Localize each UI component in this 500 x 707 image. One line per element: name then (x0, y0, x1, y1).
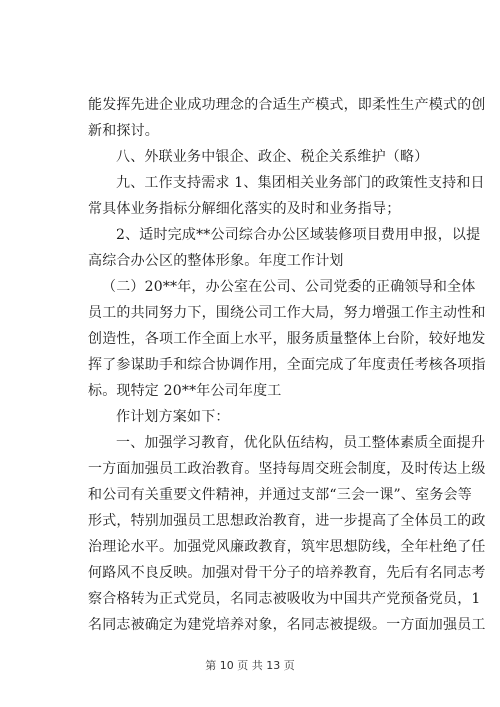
body-line: 高综合办公区的整体形象。年度工作计划 (88, 253, 344, 269)
body-line: 2、适时完成**公司综合办公区域装修项目费用申报，以提 (116, 227, 481, 243)
body-line: 名同志被确定为建党培养对象，名同志被提级。一方面加强员工 (88, 617, 486, 633)
body-line: 形式，特别加强员工思想政治教育，进一步提高了全体员工的政 (88, 513, 486, 529)
body-line: 治理论水平。加强党风廉政教育，筑牢思想防线，全年杜绝了任 (88, 539, 486, 555)
body-line: 能发挥先进企业成功理念的合适生产模式，即柔性生产模式的创 (88, 97, 486, 113)
body-line: 创造性，各项工作全面上水平，服务质量整体上台阶，较好地发 (88, 331, 486, 347)
body-line: 和公司有关重要文件精神，并通过支部“三会一课”、室务会等 (88, 487, 472, 503)
body-line: 新和探讨。 (88, 123, 159, 139)
section-heading: 八、外联业务中银企、政企、税企关系维护（略） (116, 149, 429, 165)
section-heading: 一、加强学习教育，优化队伍结构，员工整体素质全面提升 (116, 435, 486, 451)
body-line: 标。现特定 20**年公司年度工 (88, 383, 282, 399)
body-line: 察合格转为正式党员，名同志被吸收为中国共产党预备党员，1 (88, 591, 481, 607)
body-line: 员工的共同努力下，围绕公司工作大局，努力增强工作主动性和 (88, 305, 486, 321)
section-heading: 九、工作支持需求 1、集团相关业务部门的政策性支持和日 (116, 175, 485, 191)
body-line: 常具体业务指标分解细化落实的及时和业务指导； (88, 201, 401, 217)
page-footer: 第 10 页 共 13 页 (205, 659, 295, 672)
body-line: 一方面加强员工政治教育。坚持每周交班会制度，及时传达上级 (88, 461, 486, 477)
body-line: 挥了参谋助手和综合协调作用，全面完成了年度责任考核各项指 (88, 357, 486, 373)
document-body (88, 92, 486, 638)
body-line: 作计划方案如下： (116, 409, 230, 425)
body-line: （二）20**年，办公室在公司、公司党委的正确领导和全体 (102, 279, 476, 295)
body-line: 何路风不良反映。加强对骨干分子的培养教育，先后有名同志考 (88, 565, 486, 581)
